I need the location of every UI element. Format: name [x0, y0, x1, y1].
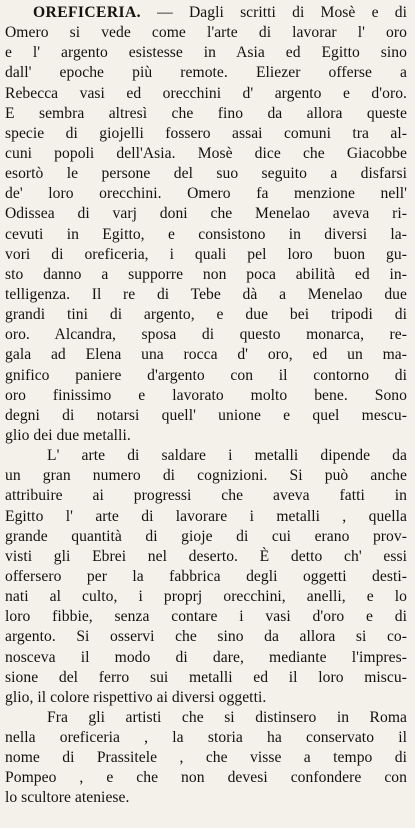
text-line: offersero per la fabbrica degli oggetti desti-	[5, 567, 407, 585]
text-line: esortò le persone del suo seguito a disfarsi	[5, 165, 407, 183]
text-line: gala ad Elena una rocca d' oro, ed un ma-	[5, 346, 407, 364]
text-line	[5, 3, 407, 23]
text-line: grandi tini di argento, e due bei tripodi di	[5, 306, 407, 324]
text-line: sione del ferro sui metalli ed il loro miscu-	[5, 668, 407, 686]
text-line: cevuti in Egitto, e consistono in diversi la-	[5, 225, 407, 243]
text-line: E sembra altresì che fino da allora queste	[5, 104, 407, 122]
text-line: Omero si vede come l'arte di lavorar l' oro	[5, 24, 407, 42]
text-line: nome di Prassitele , che visse a tempo di	[5, 749, 407, 767]
text-line: glio dei due metalli.	[5, 426, 131, 444]
paragraph-3	[5, 708, 407, 809]
text-line: specie di giojelli fossero assai comuni tra al-	[5, 124, 407, 142]
text-line: loro fibbie, senza contare i vasi d'oro e di	[5, 608, 407, 626]
text-line: Egitto l' arte di lavorare i metalli , quella	[5, 507, 407, 525]
text-line: Odissea di varj doni che Menelao aveva ri-	[5, 205, 407, 223]
text-line: un gran numero di cognizioni. Si può anche	[5, 467, 407, 485]
text-line: degni di notarsi quell' unione e quel mescu-	[5, 406, 407, 424]
text-line: cuni popoli dell'Asia. Mosè dice che Giacobbe	[5, 144, 407, 162]
text-line: telligenza. Il re di Tebe dà a Menelao due	[5, 285, 407, 303]
text-line: nella oreficeria , la storia ha conservato il	[5, 729, 407, 747]
text-line: glio, il colore rispettivo ai diversi oggetti.	[5, 688, 267, 706]
text-column	[5, 3, 407, 809]
text-line: vori di oreficeria, i quali pel loro buon gu-	[5, 245, 407, 263]
text-line: dall' epoche più remote. Eliezer offerse a	[5, 64, 407, 82]
article-heading: OREFICERIA.	[33, 4, 141, 21]
text-line: lo scultore ateniese.	[5, 789, 130, 807]
text-line: Fra gli artisti che si distinsero in Roma	[47, 708, 407, 726]
text-line: oro. Alcandra, sposa di questo monarca, re-	[5, 326, 407, 344]
text-line: argento. Si osservi che sino da allora si co-	[5, 628, 407, 646]
text-line: L' arte di saldare i metalli dipende da	[47, 447, 407, 465]
text-line: nosceva il modo di dare, mediante l'impres-	[5, 648, 407, 666]
paragraph-1	[5, 3, 407, 446]
text-line-content: — Dagli scritti di Mosè e di	[140, 4, 407, 21]
text-line: attribuire ai progressi che aveva fatti in	[5, 487, 407, 505]
text-line: gnifico paniere d'argento con il contorno di	[5, 366, 407, 384]
text-line: e l' argento esistesse in Asia ed Egitto sino	[5, 44, 407, 62]
text-line: nati al culto, i proprj orecchini, anelli, e lo	[5, 588, 407, 606]
paragraph-2	[5, 446, 407, 708]
text-line: de' loro orecchini. Omero fa menzione nell'	[5, 185, 407, 203]
text-line: grande quantità di gioje di cui erano prov-	[5, 527, 407, 545]
text-line: oro finissimo e lavorato molto bene. Sono	[5, 386, 407, 404]
text-line: sto danno a supporre non poca abilità ed in-	[5, 265, 407, 283]
text-line: Pompeo , e che non devesi confondere con	[5, 769, 407, 787]
text-line: Rebecca vasi ed orecchini d' argento e d'oro.	[5, 84, 407, 102]
text-line: visti gli Ebrei nel deserto. È detto ch' essi	[5, 547, 407, 565]
